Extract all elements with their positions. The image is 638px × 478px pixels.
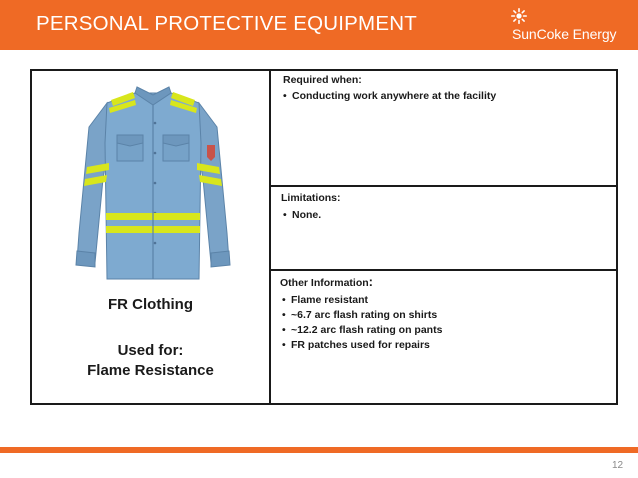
other-info-cell — [271, 271, 616, 403]
list-item — [282, 308, 442, 323]
ppe-table — [30, 69, 618, 405]
bullet-text: ~6.7 arc flash rating on shirts — [291, 309, 438, 321]
item-cell — [32, 71, 271, 403]
slide-title: PERSONAL PROTECTIVE EQUIPMENT — [36, 12, 417, 35]
used-for-label: Used for: — [117, 342, 184, 359]
required-list — [283, 89, 496, 104]
logo-text: SunCoke Energy — [512, 26, 617, 42]
bullet-text: ~12.2 arc flash rating on pants — [291, 324, 443, 336]
list-item — [282, 323, 442, 338]
list-item — [283, 89, 496, 104]
page-number: 12 — [612, 460, 624, 471]
list-item — [282, 293, 442, 308]
footer-bar — [0, 447, 638, 453]
header-bar — [0, 0, 638, 50]
item-name: FR Clothing — [108, 296, 193, 313]
other-info-heading — [280, 274, 373, 289]
other-info-heading-text: Other Information — [280, 277, 369, 289]
list-item — [283, 208, 321, 223]
fr-shirt-image — [73, 83, 233, 283]
bullet-text: Flame resistant — [291, 294, 369, 306]
limitations-heading: Limitations: — [281, 192, 341, 204]
other-info-heading-colon: : — [368, 274, 374, 289]
bullet-text: FR patches used for repairs — [291, 339, 430, 351]
bullet-icon: • — [282, 309, 286, 321]
bullet-text: None. — [292, 209, 322, 221]
bullet-icon: • — [283, 209, 287, 221]
required-cell — [271, 71, 616, 187]
limitations-cell — [271, 187, 616, 271]
suncoke-logo — [512, 8, 627, 44]
bullet-text: Conducting work anywhere at the facility — [292, 90, 497, 102]
required-heading: Required when: — [283, 74, 362, 86]
sun-icon — [511, 8, 527, 24]
list-item — [282, 338, 442, 353]
used-for-value: Flame Resistance — [87, 362, 214, 379]
other-info-list — [282, 293, 442, 353]
bullet-icon: • — [282, 294, 286, 306]
bullet-icon: • — [283, 90, 287, 102]
bullet-icon: • — [282, 339, 286, 351]
bullet-icon: • — [282, 324, 286, 336]
limitations-list — [283, 208, 321, 223]
